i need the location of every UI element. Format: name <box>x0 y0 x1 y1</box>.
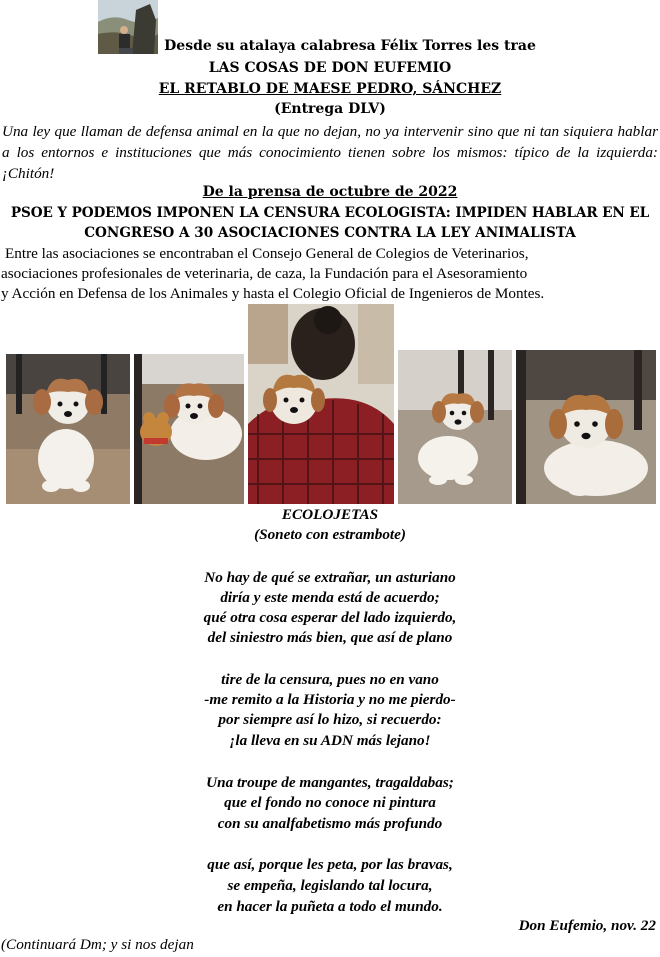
poem-line: diría y este menda está de acuerdo; <box>220 589 440 606</box>
poem-line: que así, porque les peta, por las bravas, <box>207 856 453 873</box>
poem-line: por siempre así lo hizo, si recuerdo: <box>218 711 442 728</box>
poem-line: -me remito a la Historia y no me pierdo- <box>204 691 456 708</box>
header-line-2: LAS COSAS DE DON EUFEMIO <box>208 60 452 76</box>
press-headline-2: CONGRESO A 30 ASOCIACIONES CONTRA LA LEY ANIMALISTA <box>84 225 576 241</box>
puppy-photo-5 <box>516 350 656 504</box>
press-body-2: asociaciones profesionales de veterinaria, de caza, la Fundación para el Asesoramiento <box>1 265 528 282</box>
header-line-4: (Entrega DLV) <box>274 101 386 117</box>
puppy-photo-3 <box>248 304 394 504</box>
footer-continuation: (Continuará Dm; y si nos dejan <box>1 936 194 953</box>
header-line-3: EL RETABLO DE MAESE PEDRO, SÁNCHEZ <box>158 81 502 97</box>
header-line-1: Desde su atalaya calabresa Félix Torres les trae <box>164 38 536 54</box>
poem-line: Una troupe de mangantes, tragaldabas; <box>206 774 454 791</box>
press-headline-1: PSOE Y PODEMOS IMPONEN LA CENSURA ECOLOGISTA: IMPIDEN HABLAR EN EL <box>10 205 650 221</box>
poem-line: con su analfabetismo más profundo <box>217 815 443 832</box>
puppy-photo-1 <box>6 354 130 504</box>
press-body-3: y Acción en Defensa de los Animales y hasta el Colegio Oficial de Ingenieros de Montes. <box>1 285 545 302</box>
puppy-photo-2 <box>134 354 244 504</box>
press-label: De la prensa de octubre de 2022 <box>202 184 458 200</box>
poem-line: que el fondo no conoce ni pintura <box>224 794 436 811</box>
poem-line: qué otra cosa esperar del lado izquierdo, <box>203 609 457 626</box>
press-body-1: Entre las asociaciones se encontraban el Consejo General de Colegios de Veterinarios, <box>5 245 529 262</box>
poem-line: No hay de qué se extrañar, un asturiano <box>204 569 456 586</box>
poem-title: ECOLOJETAS <box>281 506 379 523</box>
intro-text: Una ley que llaman de defensa animal en la que no dejan, no ya intervenir sino que ni tan siquiera hablar a los entornos e instituciones que más conocimiento tienen sobre los mismos: típico de la izquierda: ¡Chitón! <box>2 123 658 182</box>
poem-line: se empeña, legislando tal locura, <box>227 877 433 894</box>
poem-line: en hacer la puñeta a todo el mundo. <box>217 898 443 915</box>
poem-line: ¡la lleva en su ADN más lejano! <box>229 732 431 749</box>
poem-subtitle: (Soneto con estrambote) <box>254 526 406 543</box>
poem-line: del siniestro más bien, que así de plano <box>207 629 453 646</box>
puppy-photo-4 <box>398 350 512 504</box>
poem-line: tire de la censura, pues no en vano <box>221 671 439 688</box>
poem-signature: Don Eufemio, nov. 22 <box>518 917 656 934</box>
